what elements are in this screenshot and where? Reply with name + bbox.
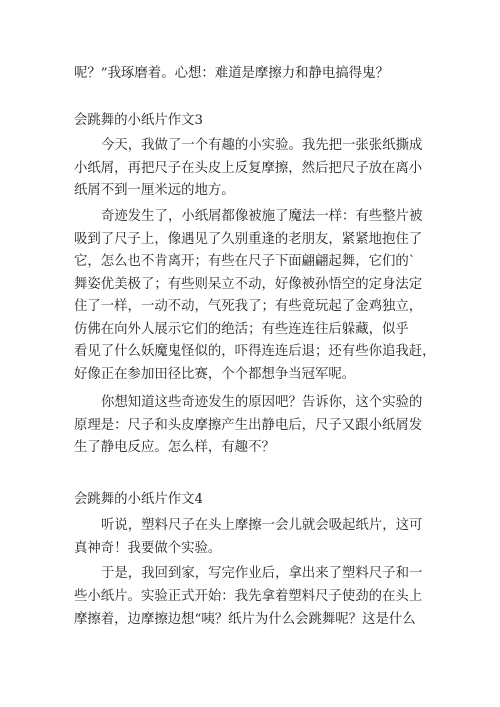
paragraph-line: 舞姿优美极了；有些则呆立不动，好像被孙悟空的定身法定 <box>74 277 423 292</box>
section-heading-4: 会跳舞的小纸片作文4 <box>74 492 204 507</box>
section-heading-3: 会跳舞的小纸片作文3 <box>74 113 204 128</box>
paragraph-line: 住了一样，一动不动，气死我了；有些竟玩起了金鸡独立， <box>74 299 423 314</box>
paragraph-line: 它，怎么也不肯离开；有些在尺子下面翩翩起舞，它们的` <box>74 254 416 269</box>
paragraph-line: 好像正在参加田径比赛，个个都想争当冠军呢。 <box>74 367 356 382</box>
paragraph-line: 纸屑不到一厘米远的地方。 <box>74 183 235 198</box>
paragraph-line: 今天，我做了一个有趣的小实验。我先把一张张纸撕成 <box>101 138 423 153</box>
paragraph-line: 于是，我回到家，写完作业后，拿出来了塑料尺子和一 <box>101 566 423 581</box>
paragraph-line: 奇迹发生了，小纸屑都像被施了魔法一样：有些整片被 <box>101 209 423 224</box>
paragraph-line: 原理是：尺子和头皮摩擦产生出静电后，尺子又跟小纸屑发 <box>74 418 423 433</box>
paragraph-line: 些小纸片。实验正式开始：我先拿着塑料尺子使劲的在头上 <box>74 589 423 604</box>
paragraph-line: 听说，塑料尺子在头上摩擦一会儿就会吸起纸片，这可 <box>101 518 423 533</box>
paragraph-line: 真神奇！我要做个实验。 <box>74 541 222 556</box>
paragraph-line: 看见了什么妖魔鬼怪似的，吓得连连后退；还有些你追我赶， <box>74 344 436 359</box>
paragraph-line: 摩擦着，边摩擦边想“咦？纸片为什么会跳舞呢？这是什么 <box>74 612 416 627</box>
paragraph-line: 你想知道这些奇迹发生的原因吧？告诉你，这个实验的 <box>101 395 423 410</box>
paragraph-line: 仿佛在向外人展示它们的绝活；有些连连往后躲藏，似乎 <box>74 322 409 337</box>
paragraph-line: 生了静电反应。怎么样，有趣不？ <box>74 440 275 455</box>
paragraph-line: 小纸屑，再把尺子在头皮上反复摩擦，然后把尺子放在离小 <box>74 161 423 176</box>
paragraph-line: 吸到了尺子上，像遇见了久别重逢的老朋友，紧紧地抱住了 <box>74 232 423 247</box>
paragraph-line: 呢？”我琢磨着。心想：难道是摩擦力和静电搞得鬼？ <box>74 66 389 81</box>
